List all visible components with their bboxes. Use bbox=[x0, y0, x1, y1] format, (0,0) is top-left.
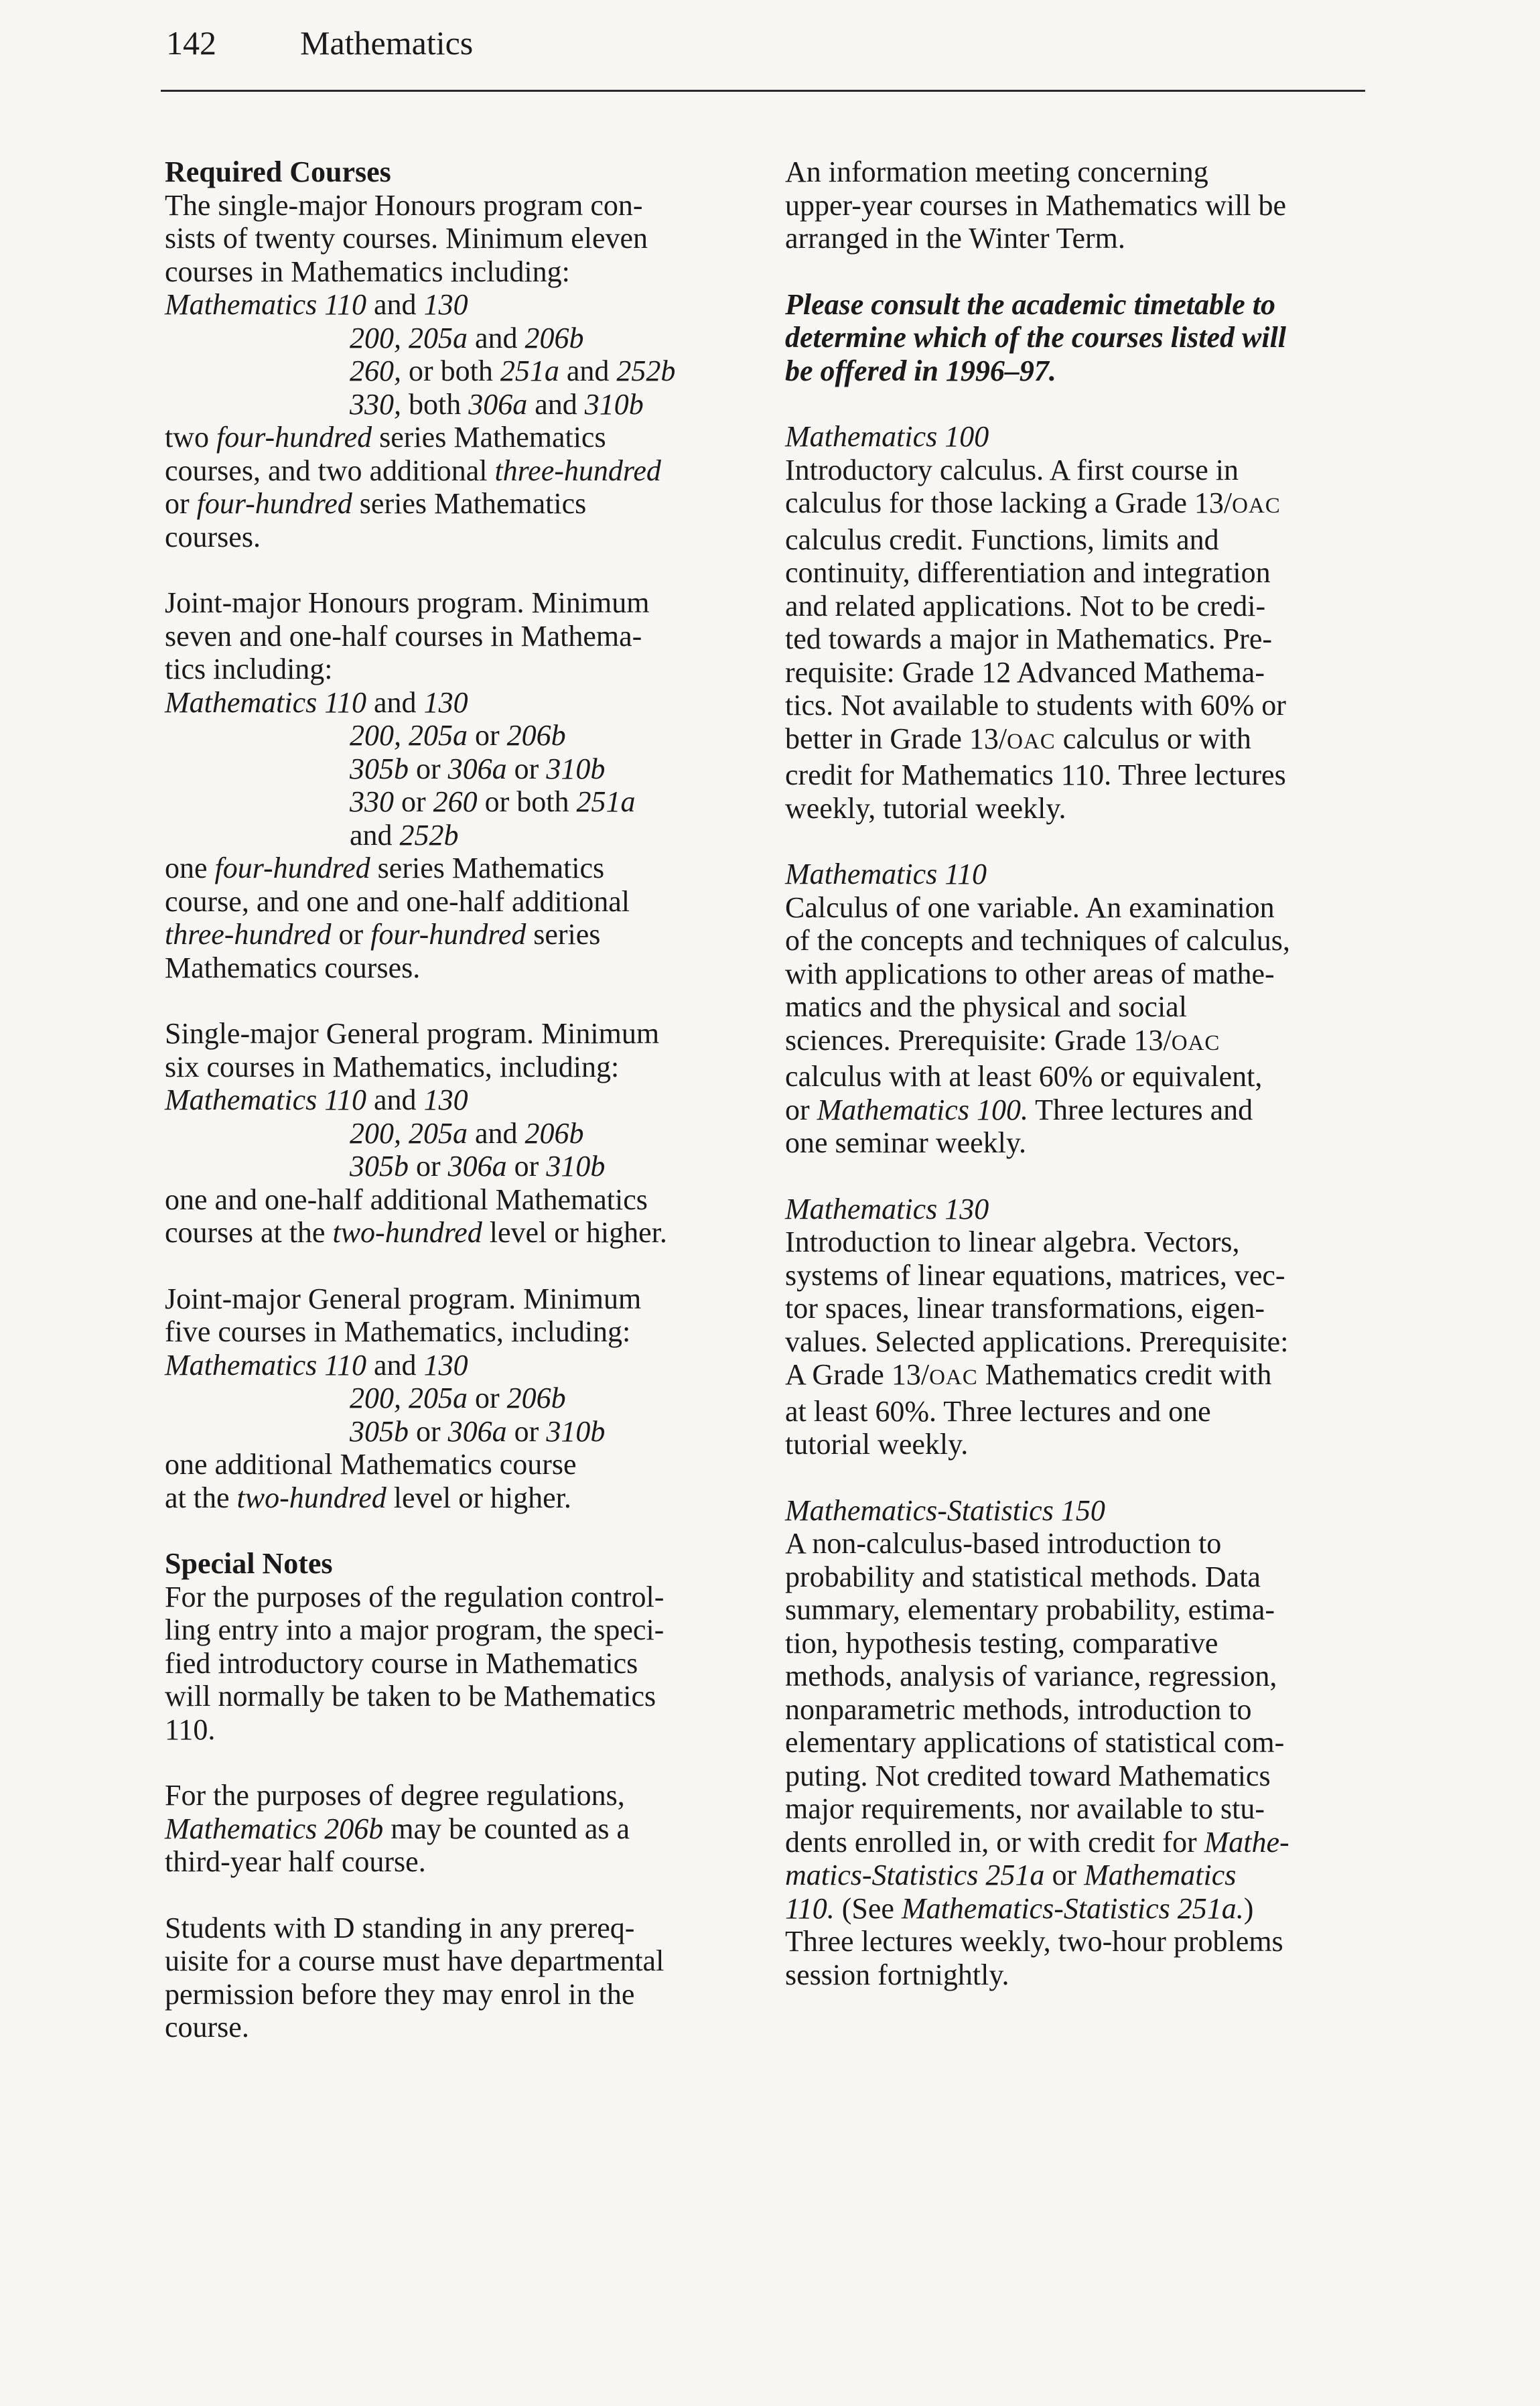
text-line bbox=[165, 487, 754, 521]
course-ref: 130 bbox=[423, 685, 468, 719]
course-ref: 306a bbox=[468, 387, 528, 421]
text-line: An information meeting concerning bbox=[785, 155, 1208, 188]
course-ref: 206b bbox=[506, 719, 566, 752]
course-ref: Mathematics 110 bbox=[165, 288, 367, 321]
course-ref: 330, bbox=[350, 387, 401, 421]
single-major-general-block bbox=[165, 1017, 754, 1250]
level-ref: four-hundred bbox=[216, 421, 372, 454]
text-span: or bbox=[338, 918, 364, 951]
connector-word: or bbox=[514, 1414, 539, 1448]
text-line: courses in Mathematics including: bbox=[165, 255, 570, 288]
text-line: one and one-half additional Mathematics bbox=[165, 1183, 648, 1216]
text-line bbox=[785, 1024, 1375, 1061]
special-notes-block bbox=[165, 1547, 754, 1746]
text-span: series Mathematics bbox=[359, 487, 587, 520]
course-title: Mathematics 100 bbox=[785, 420, 989, 453]
notice-line: determine which of the courses listed will bbox=[785, 321, 1287, 354]
text-line: fied introductory course in Mathematics bbox=[165, 1646, 638, 1680]
text-line: summary, elementary probability, estima- bbox=[785, 1593, 1275, 1626]
course-ref: 306a bbox=[447, 1414, 507, 1448]
course-ref: 305b bbox=[350, 752, 409, 785]
text-line: tutorial weekly. bbox=[785, 1428, 969, 1461]
text-span: level or higher. bbox=[489, 1216, 667, 1249]
course-ref: 251a bbox=[500, 354, 559, 387]
requirement-line bbox=[165, 1415, 754, 1449]
text-line: session fortnightly. bbox=[785, 1958, 1009, 1991]
text-line: values. Selected applications. Prerequisite: bbox=[785, 1325, 1289, 1358]
text-span: series Mathematics bbox=[377, 852, 605, 884]
text-line: uisite for a course must have departmental bbox=[165, 1944, 664, 1977]
course-ref: 251a bbox=[576, 785, 636, 818]
text-line bbox=[165, 421, 754, 454]
text-span: or bbox=[1052, 1859, 1077, 1891]
course-ref: Mathematics 100. bbox=[817, 1093, 1028, 1126]
information-meeting-note bbox=[785, 155, 1375, 255]
text-span: calculus or with bbox=[1062, 722, 1251, 755]
notice-line: Please consult the academic timetable to bbox=[785, 287, 1275, 321]
text-line: courses. bbox=[165, 520, 261, 553]
text-line: probability and statistical methods. Data bbox=[785, 1560, 1261, 1593]
oac-abbrev: OAC bbox=[929, 1365, 978, 1390]
course-ref: 252b bbox=[399, 818, 459, 852]
text-line: For the purposes of degree regulations, bbox=[165, 1779, 625, 1812]
course-ref: 310b bbox=[546, 752, 606, 785]
section-heading-required-courses: Required Courses bbox=[165, 155, 391, 188]
course-ref: 130 bbox=[423, 1348, 468, 1382]
requirement-line bbox=[165, 1349, 754, 1382]
text-span: courses at the bbox=[165, 1216, 326, 1249]
notice-line: be offered in 1996–97. bbox=[785, 354, 1056, 387]
course-ref: 130 bbox=[423, 288, 468, 321]
text-line: with applications to other areas of mathe- bbox=[785, 957, 1275, 990]
text-span: Mathematics credit with bbox=[985, 1358, 1272, 1391]
text-line: For the purposes of the regulation control- bbox=[165, 1580, 664, 1613]
course-mathematics-statistics-150 bbox=[785, 1494, 1375, 1992]
text-span: level or higher. bbox=[393, 1481, 571, 1514]
course-mathematics-110 bbox=[785, 858, 1375, 1160]
course-ref: 200, 205a bbox=[350, 321, 468, 354]
level-ref: three-hundred bbox=[165, 918, 332, 951]
connector-word: and bbox=[475, 321, 518, 354]
course-ref: 252b bbox=[616, 354, 676, 387]
requirement-line bbox=[165, 288, 754, 322]
text-span: dents enrolled in, or with credit for bbox=[785, 1825, 1197, 1859]
requirement-line bbox=[165, 785, 754, 819]
text-span: one bbox=[165, 852, 208, 884]
connector-word: or bbox=[416, 752, 441, 785]
course-title: Mathematics 110 bbox=[785, 858, 987, 890]
text-line bbox=[785, 1892, 1375, 1926]
connector-word: and bbox=[374, 685, 417, 719]
degree-regulations-note bbox=[165, 1779, 754, 1879]
connector-word: or bbox=[475, 1382, 500, 1414]
right-column bbox=[785, 155, 1375, 2024]
page-header bbox=[166, 15, 1365, 88]
text-line: sists of twenty courses. Minimum eleven bbox=[165, 222, 648, 255]
text-line bbox=[785, 1859, 1375, 1892]
text-line: tion, hypothesis testing, comparative bbox=[785, 1626, 1218, 1660]
timetable-notice bbox=[785, 288, 1375, 388]
course-ref: 305b bbox=[350, 1150, 409, 1183]
single-major-honours-block bbox=[165, 155, 754, 553]
text-line: Introduction to linear algebra. Vectors, bbox=[785, 1225, 1240, 1258]
level-ref: four-hundred bbox=[196, 487, 352, 520]
text-line: credit for Mathematics 110. Three lectures bbox=[785, 758, 1286, 791]
course-title: Mathematics-Statistics 150 bbox=[785, 1493, 1105, 1527]
level-ref: three-hundred bbox=[494, 454, 661, 487]
joint-major-honours-block bbox=[165, 586, 754, 984]
connector-word: or bbox=[416, 1414, 441, 1448]
text-span: (See bbox=[841, 1891, 894, 1925]
course-title: Mathematics 130 bbox=[785, 1192, 989, 1225]
connector-word: or bbox=[416, 1150, 441, 1183]
requirement-line bbox=[165, 1117, 754, 1150]
text-line: requisite: Grade 12 Advanced Mathema- bbox=[785, 655, 1265, 689]
connector-word: and bbox=[535, 387, 577, 421]
text-line bbox=[785, 1358, 1375, 1395]
connector-word: and bbox=[350, 818, 393, 852]
text-line: elementary applications of statistical com- bbox=[785, 1726, 1285, 1759]
course-ref: 260 bbox=[433, 785, 478, 818]
text-line: five courses in Mathematics, including: bbox=[165, 1315, 631, 1348]
text-span: may be counted as a bbox=[391, 1812, 630, 1845]
course-mathematics-100 bbox=[785, 420, 1375, 825]
section-heading-special-notes: Special Notes bbox=[165, 1547, 333, 1580]
text-line: matics and the physical and social bbox=[785, 990, 1187, 1023]
text-line: A non-calculus-based introduction to bbox=[785, 1527, 1222, 1560]
connector-word: and bbox=[374, 1348, 417, 1382]
course-ref: Mathematics 206b bbox=[165, 1812, 384, 1845]
text-span: courses, and two additional bbox=[165, 454, 488, 487]
course-ref: 130 bbox=[423, 1083, 468, 1116]
page-number: 142 bbox=[166, 24, 216, 62]
level-ref: four-hundred bbox=[214, 852, 370, 884]
left-column bbox=[165, 155, 754, 2077]
text-span: two bbox=[165, 421, 209, 454]
text-line: ling entry into a major program, the speci- bbox=[165, 1613, 664, 1646]
requirement-line bbox=[165, 1382, 754, 1415]
connector-word: and bbox=[374, 1083, 417, 1116]
text-line: of the concepts and techniques of calculus, bbox=[785, 924, 1290, 957]
text-span: or bbox=[785, 1093, 810, 1126]
course-ref: 200, 205a bbox=[350, 1382, 468, 1414]
text-line: Mathematics courses. bbox=[165, 951, 421, 984]
text-line bbox=[165, 852, 754, 885]
text-line: ted towards a major in Mathematics. Pre- bbox=[785, 622, 1273, 655]
course-ref: 310b bbox=[546, 1150, 606, 1183]
text-span: series Mathematics bbox=[379, 421, 606, 454]
text-line: calculus with at least 60% or equivalent, bbox=[785, 1060, 1263, 1093]
connector-word: or bbox=[475, 719, 500, 752]
course-ref: 260, bbox=[350, 354, 401, 387]
text-line: Joint-major Honours program. Minimum bbox=[165, 586, 650, 619]
text-line: systems of linear equations, matrices, vec- bbox=[785, 1258, 1285, 1292]
text-span: sciences. Prerequisite: Grade 13/ bbox=[785, 1023, 1172, 1057]
course-ref: Mathematics 110 bbox=[165, 1083, 367, 1116]
course-ref: matics-Statistics 251a bbox=[785, 1859, 1045, 1891]
requirement-line bbox=[165, 1083, 754, 1117]
course-ref: 310b bbox=[584, 387, 644, 421]
course-ref: Mathematics 110 bbox=[165, 685, 367, 719]
text-line: course, and one and one-half additional bbox=[165, 884, 630, 918]
text-line: tics. Not available to students with 60% or bbox=[785, 689, 1286, 722]
text-line: tor spaces, linear transformations, eigen- bbox=[785, 1292, 1265, 1325]
text-span: A Grade 13/ bbox=[785, 1358, 930, 1391]
text-line: weekly, tutorial weekly. bbox=[785, 791, 1066, 825]
course-ref: 305b bbox=[350, 1414, 409, 1448]
level-ref: four-hundred bbox=[370, 918, 527, 951]
oac-abbrev: OAC bbox=[1171, 1030, 1220, 1055]
text-line: arranged in the Winter Term. bbox=[785, 222, 1125, 255]
course-ref: 206b bbox=[506, 1382, 566, 1414]
d-standing-note bbox=[165, 1912, 754, 2044]
text-line: major requirements, nor available to stu- bbox=[785, 1792, 1265, 1825]
text-line: Three lectures weekly, two-hour problems bbox=[785, 1925, 1283, 1958]
connector-word: or both bbox=[409, 354, 493, 387]
text-line: Single-major General program. Minimum bbox=[165, 1017, 660, 1050]
course-ref: 200, 205a bbox=[350, 1116, 468, 1150]
connector-word: both bbox=[409, 387, 462, 421]
connector-word: and bbox=[566, 354, 610, 387]
level-ref: two-hundred bbox=[332, 1216, 482, 1249]
text-span: calculus for those lacking a Grade 13/ bbox=[785, 486, 1233, 519]
connector-word: and bbox=[475, 1116, 518, 1150]
text-line bbox=[165, 1481, 754, 1515]
oac-abbrev: OAC bbox=[1232, 494, 1281, 518]
course-ref: Mathe- bbox=[1204, 1825, 1289, 1859]
course-ref: 206b bbox=[524, 321, 584, 354]
text-line: at least 60%. Three lectures and one bbox=[785, 1394, 1211, 1428]
text-line: 110. bbox=[165, 1713, 216, 1746]
course-ref: Mathematics-Statistics 251a. bbox=[901, 1891, 1244, 1925]
text-line bbox=[165, 1812, 754, 1846]
requirement-line bbox=[165, 354, 754, 388]
connector-word: or both bbox=[484, 785, 569, 818]
text-line: one seminar weekly. bbox=[785, 1126, 1027, 1159]
course-ref: 330 bbox=[350, 785, 394, 818]
connector-word: or bbox=[401, 785, 426, 818]
text-span: at the bbox=[165, 1481, 230, 1514]
requirement-line bbox=[165, 322, 754, 355]
text-line: third-year half course. bbox=[165, 1845, 426, 1878]
oac-abbrev: OAC bbox=[1007, 729, 1056, 754]
text-span: better in Grade 13/ bbox=[785, 722, 1007, 755]
text-line: tics including: bbox=[165, 653, 333, 685]
text-line bbox=[785, 1093, 1375, 1127]
text-line: puting. Not credited toward Mathematics bbox=[785, 1759, 1271, 1792]
course-ref: Mathematics 110 bbox=[165, 1348, 367, 1382]
course-ref: 110. bbox=[785, 1891, 835, 1925]
text-line: continuity, differentiation and integration bbox=[785, 556, 1271, 589]
connector-word: and bbox=[374, 288, 417, 321]
joint-major-general-block bbox=[165, 1282, 754, 1515]
requirement-line bbox=[165, 752, 754, 786]
level-ref: two-hundred bbox=[236, 1481, 387, 1514]
course-ref: 310b bbox=[546, 1414, 606, 1448]
course-ref: 306a bbox=[447, 752, 507, 785]
text-line bbox=[165, 918, 754, 951]
requirement-line bbox=[165, 819, 754, 852]
text-line bbox=[165, 454, 754, 488]
course-ref: 200, 205a bbox=[350, 719, 468, 752]
text-line: upper-year courses in Mathematics will be bbox=[785, 188, 1287, 222]
text-line: seven and one-half courses in Mathema- bbox=[165, 619, 642, 653]
text-line bbox=[785, 722, 1375, 759]
text-line: one additional Mathematics course bbox=[165, 1448, 577, 1481]
course-ref: 306a bbox=[447, 1150, 507, 1183]
text-line: methods, analysis of variance, regression, bbox=[785, 1660, 1277, 1692]
requirement-line bbox=[165, 388, 754, 421]
text-line: Students with D standing in any prereq- bbox=[165, 1911, 635, 1944]
running-title: Mathematics bbox=[300, 24, 474, 62]
text-line: and related applications. Not to be credi- bbox=[785, 589, 1266, 622]
connector-word: or bbox=[514, 752, 539, 785]
requirement-line bbox=[165, 1150, 754, 1183]
text-line: The single-major Honours program con- bbox=[165, 188, 643, 222]
text-span: series bbox=[533, 918, 601, 951]
requirement-line bbox=[165, 719, 754, 752]
text-line: permission before they may enrol in the bbox=[165, 1977, 635, 2011]
course-ref: Mathematics bbox=[1084, 1859, 1237, 1891]
text-line: Joint-major General program. Minimum bbox=[165, 1282, 642, 1315]
text-line: Calculus of one variable. An examination bbox=[785, 890, 1275, 924]
text-line: will normally be taken to be Mathematics bbox=[165, 1680, 656, 1713]
text-line bbox=[165, 1216, 754, 1250]
text-span: ) bbox=[1243, 1891, 1254, 1925]
header-rule bbox=[161, 90, 1365, 92]
text-line: calculus credit. Functions, limits and bbox=[785, 523, 1219, 556]
text-line bbox=[785, 1826, 1375, 1859]
requirement-line bbox=[165, 686, 754, 720]
course-ref: 206b bbox=[524, 1116, 584, 1150]
text-line: Introductory calculus. A first course in bbox=[785, 453, 1239, 486]
text-line bbox=[785, 486, 1375, 523]
text-span: Three lectures and bbox=[1035, 1093, 1253, 1126]
text-line: six courses in Mathematics, including: bbox=[165, 1050, 620, 1083]
text-span: or bbox=[165, 487, 190, 520]
course-mathematics-130 bbox=[785, 1193, 1375, 1461]
text-line: nonparametric methods, introduction to bbox=[785, 1692, 1252, 1726]
connector-word: or bbox=[514, 1150, 539, 1183]
text-line: course. bbox=[165, 2011, 249, 2044]
